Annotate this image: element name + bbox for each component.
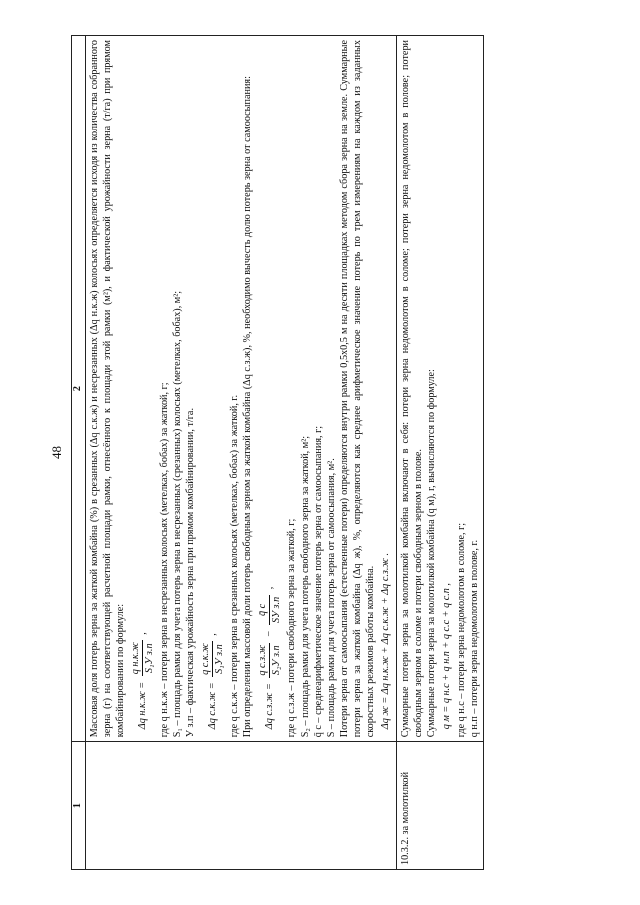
fraction-numerator: q с.з.ж — [256, 643, 270, 678]
fraction — [256, 643, 283, 678]
minus-sign: − — [264, 630, 276, 638]
where-line: где q с.з.ж – потери свободного зерна за жаткой, г; — [286, 518, 298, 738]
table-header-row — [72, 36, 86, 870]
where-line: где q н.к.ж – потери зерна в несрезанных колосьях (метелках, бобах) за жаткой, г; — [159, 382, 171, 738]
paragraph: Потери зерна от самоосыпания (естественные потери) определяются внутри рамки 0,5х0,5 м на десяти площадках методом сбора зерна на земле. Суммарные потери зерна за жаткой комбайна (Δq ж), %, определяются как среднее арифметическое значение потерь по трем измерениям на каждом из заданных скоростных режимов работы комбайна. — [338, 40, 376, 738]
row2-content — [396, 36, 483, 742]
fraction-denominator: S₁У з.п — [214, 644, 226, 674]
fraction-numerator: q̄ с — [256, 595, 270, 625]
fraction-denominator: S₂У з.п — [271, 645, 283, 676]
fraction — [129, 640, 156, 676]
formula-header-uncut-loss — [129, 40, 156, 729]
rotated-content — [49, 35, 589, 870]
formula-end: , — [136, 632, 148, 635]
where-line: q н.п – потери зерна недомолотом в полове, г. — [469, 539, 481, 738]
formula-end: , — [264, 586, 276, 590]
formula-end: , — [207, 633, 219, 636]
method-table — [71, 35, 484, 870]
where-line: S₁ – площадь рамки для учета потерь зерна в несрезанных (срезанных) колосьях (метелках, бобах), м²; — [172, 290, 184, 738]
fraction-numerator: q н.к.ж — [129, 640, 143, 676]
row1-content — [85, 36, 396, 742]
fraction-numerator: q с.к.ж — [199, 641, 213, 677]
fraction — [256, 595, 283, 625]
column-header-1: 1 — [72, 742, 86, 870]
paragraph: Суммарные потери зерна за молотилкой комбайна (q м), г, вычисляются по формуле: — [425, 369, 437, 738]
paragraph: При определении массовой доли потерь свободным зерном за жаткой комбайна (Δq с.з.ж), %, необходимо вычесть долю потерь зерна от самоосыпания: — [242, 76, 254, 738]
paragraph: Суммарные потери зерна за молотилкой комбайна включают в себя: потери зерна недомолотом в соломе; потери зерна недомолотом в полове; потери свободным зерном в соломе и потери свободным зерном в полове. — [399, 40, 424, 738]
where-line: У з.п – фактическая урожайность зерна при прямом комбайнировании, т/га. — [185, 408, 197, 738]
fraction-denominator: S₁У з.п — [143, 643, 155, 674]
where-line: q̄ с – среднеарифметическое значение потерь зерна от самоосыпания, г; — [312, 425, 324, 738]
table-row — [85, 36, 396, 870]
page-number: 48 — [49, 446, 64, 459]
formula-lhs: Δq с.з.ж = — [264, 683, 276, 730]
formula-lhs: Δq н.к.ж = — [136, 681, 148, 730]
paragraph: Массовая доля потерь зерна за жаткой комбайна (%) в срезанных (Δq с.к.ж) и несрезанных (Δq н.к.ж) колосьях определяется исходя из количества собранного зерна (г) на соответствующей расчетной площади рамки, отнесённого к площади этой рамки (м²), и фактической урожайности зерна (т/га) при прямом комбайнировании по формуле: — [88, 40, 126, 738]
row2-label: 10.3.2. за молотилкой — [396, 742, 483, 870]
where-line: S₂ – площадь рамки для учета потерь свободного зерна за жаткой, м²; — [299, 435, 311, 738]
where-line: S – площадь рамки для учета потерь зерна от самоосыпания, м². — [325, 458, 337, 738]
rotated-frame — [49, 35, 589, 870]
where-line: где q н.с – потери зерна недомолотом в соломе, г; — [456, 522, 468, 738]
formula-free-grain-loss — [256, 40, 283, 729]
formula-thresher-loss: q м = q н.с + q н.п + q с.с + q с.п , — [440, 583, 452, 730]
formula-lhs: Δq с.к.ж = — [207, 682, 219, 730]
fraction — [199, 641, 226, 677]
column-header-2: 2 — [72, 36, 86, 742]
formula-total-header-loss: Δq ж = Δq н.к.ж + Δq с.к.ж + Δq с.з.ж . — [379, 553, 391, 730]
table-row — [396, 36, 483, 870]
formula-header-cut-loss — [199, 40, 226, 729]
where-line: где q с.к.ж – потери зерна в срезанных колосьях (метелках, бобах) за жаткой, г. — [229, 394, 241, 738]
fraction-denominator: SУ з.п — [271, 596, 283, 623]
row1-label — [85, 742, 396, 870]
